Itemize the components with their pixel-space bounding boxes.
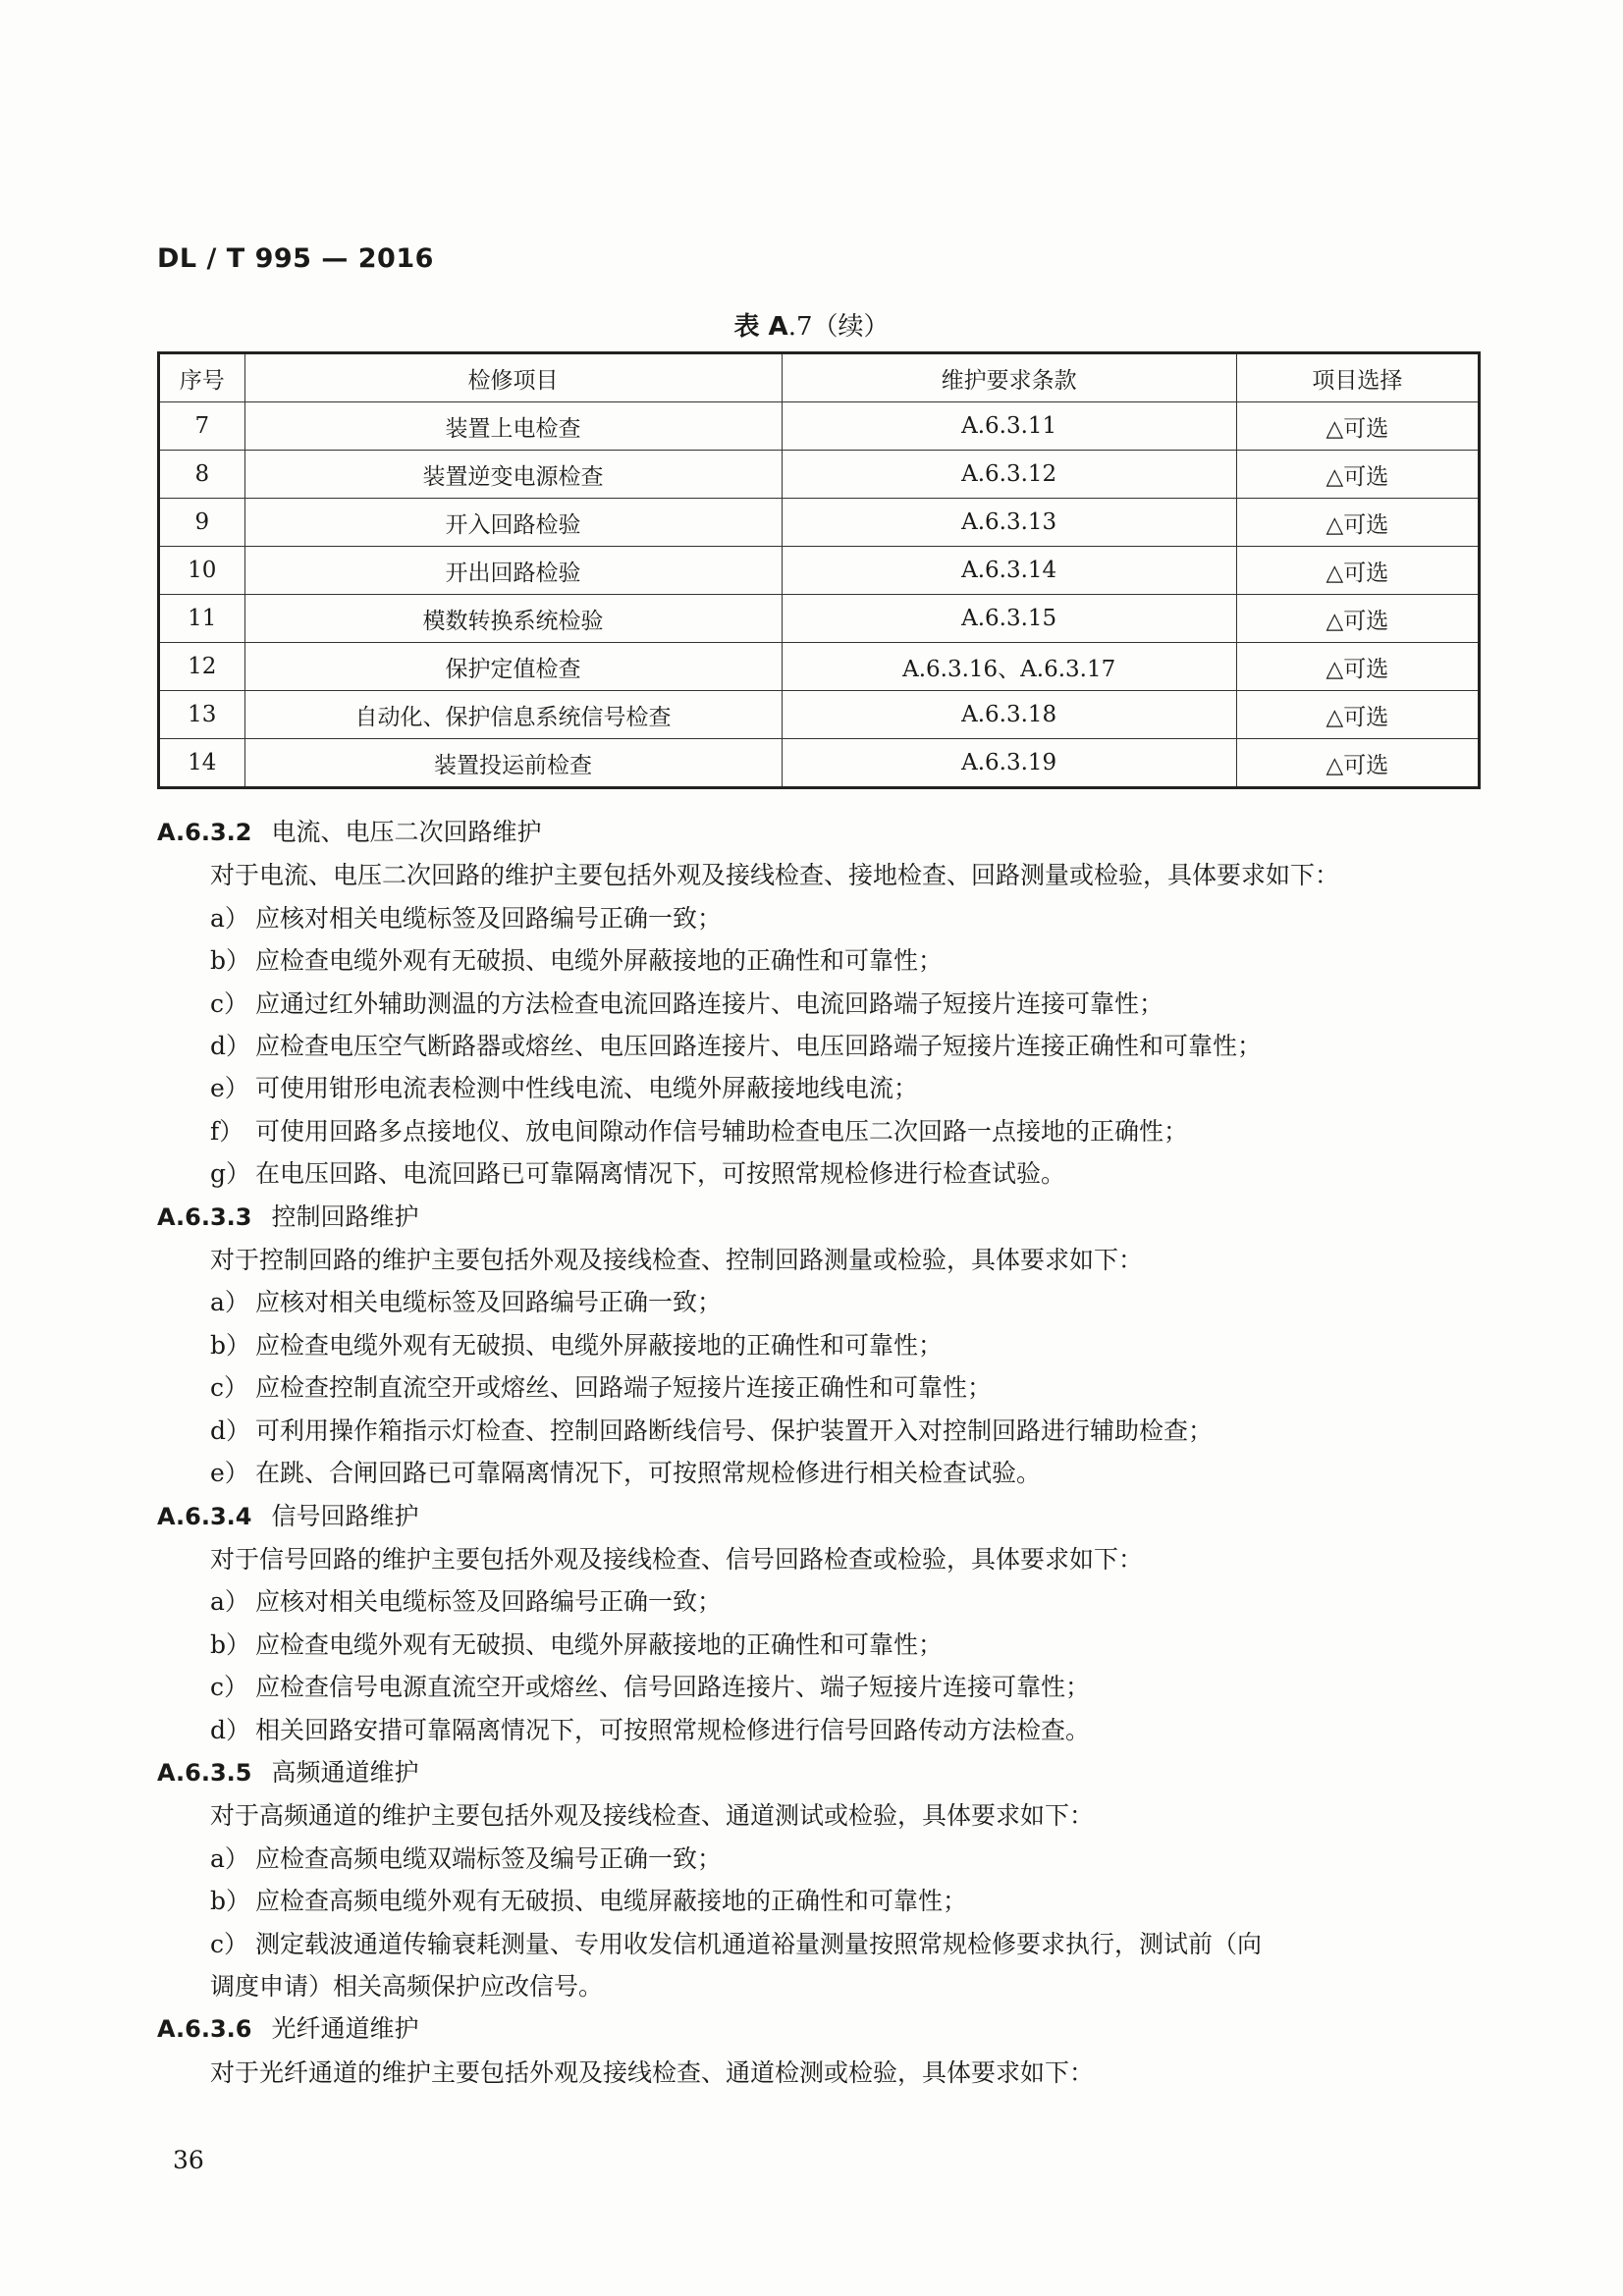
- cell-selection: △可选: [1236, 739, 1479, 788]
- list-marker: b）: [210, 1629, 251, 1659]
- section-number: A.6.3.4: [157, 1502, 252, 1530]
- list-item: [157, 1452, 1481, 1494]
- list-item: [157, 1324, 1481, 1366]
- section-title: 控制回路维护: [271, 1201, 419, 1231]
- list-marker: b）: [210, 1887, 251, 1916]
- section-heading: [157, 1196, 1481, 1239]
- cell-clause: A.6.3.15: [782, 595, 1236, 643]
- list-text: 应检查电缆外观有无破损、电缆外屏蔽接地的正确性和可靠性；: [255, 946, 944, 976]
- section-number: A.6.3.5: [157, 1758, 252, 1787]
- list-text: 可使用回路多点接地仪、放电间隙动作信号辅助检查电压二次回路一点接地的正确性；: [255, 1116, 1189, 1146]
- list-item: [157, 1580, 1481, 1623]
- cell-clause: A.6.3.13: [782, 499, 1236, 547]
- table-row: [159, 643, 1480, 691]
- cell-no: 14: [159, 739, 245, 788]
- cell-clause: A.6.3.11: [782, 402, 1236, 451]
- table-caption-label: 表 A: [733, 312, 788, 342]
- list-text: 在跳、合闸回路已可靠隔离情况下，可按照常规检修进行相关检查试验。: [255, 1459, 1042, 1488]
- list-text: 应检查高频电缆外观有无破损、电缆屏蔽接地的正确性和可靠性；: [255, 1887, 968, 1916]
- list-marker: a）: [210, 1587, 249, 1617]
- list-text: 应检查控制直流空开或熔丝、回路端子短接片连接正确性和可靠性；: [255, 1373, 993, 1403]
- cell-item: 装置上电检查: [244, 402, 782, 451]
- list-text: 在电压回路、电流回路已可靠隔离情况下，可按照常规检修进行检查试验。: [255, 1159, 1066, 1189]
- section-intro: 对于信号回路的维护主要包括外观及接线检查、信号回路检查或检验，具体要求如下：: [210, 1544, 1144, 1574]
- list-item: [157, 1880, 1481, 1922]
- list-item: [157, 1366, 1481, 1409]
- list-text-continuation: 调度申请）相关高频保护应改信号。: [210, 1971, 604, 2001]
- section-intro: 对于光纤通道的维护主要包括外观及接线检查、通道检测或检验，具体要求如下：: [210, 2057, 1095, 2087]
- cell-clause: A.6.3.18: [782, 691, 1236, 739]
- list-marker: a）: [210, 903, 249, 933]
- cell-selection: △可选: [1236, 547, 1479, 595]
- table-row: [159, 691, 1480, 739]
- list-text: 应检查电缆外观有无破损、电缆外屏蔽接地的正确性和可靠性；: [255, 1330, 944, 1360]
- list-marker: d）: [210, 1032, 251, 1061]
- cell-item: 模数转换系统检验: [244, 595, 782, 643]
- list-item: [157, 1152, 1481, 1195]
- cell-selection: △可选: [1236, 451, 1479, 499]
- table-caption-suffix: .7（续）: [787, 312, 890, 342]
- section-heading: [157, 1751, 1481, 1794]
- list-marker: g）: [210, 1159, 251, 1189]
- table-caption: [0, 306, 1623, 343]
- list-marker: e）: [210, 1459, 249, 1488]
- column-header-item: 检修项目: [244, 353, 782, 402]
- list-marker: e）: [210, 1074, 249, 1103]
- cell-no: 12: [159, 643, 245, 691]
- page-number: 36: [173, 2146, 204, 2174]
- section-intro: 对于控制回路的维护主要包括外观及接线检查、控制回路测量或检验，具体要求如下：: [210, 1246, 1144, 1275]
- list-item: [157, 1410, 1481, 1452]
- cell-no: 11: [159, 595, 245, 643]
- section-heading: [157, 1495, 1481, 1538]
- list-text: 应检查高频电缆双端标签及编号正确一致；: [255, 1843, 723, 1873]
- list-marker: c）: [210, 1373, 249, 1403]
- table-row: [159, 547, 1480, 595]
- section-number: A.6.3.6: [157, 2015, 252, 2044]
- list-marker: d）: [210, 1415, 251, 1445]
- cell-no: 13: [159, 691, 245, 739]
- list-item: [157, 1624, 1481, 1666]
- cell-no: 7: [159, 402, 245, 451]
- list-text: 可利用操作箱指示灯检查、控制回路断线信号、保护装置开入对控制回路进行辅助检查；: [255, 1415, 1214, 1445]
- cell-clause: A.6.3.16、A.6.3.17: [782, 643, 1236, 691]
- table-row: [159, 451, 1480, 499]
- cell-item: 自动化、保护信息系统信号检查: [244, 691, 782, 739]
- list-text: 测定载波通道传输衰耗测量、专用收发信机通道裕量测量按照常规检修要求执行，测试前（向: [255, 1929, 1263, 1958]
- table-row: [159, 739, 1480, 788]
- cell-item: 开入回路检验: [244, 499, 782, 547]
- cell-item: 装置投运前检查: [244, 739, 782, 788]
- list-item: [157, 1067, 1481, 1109]
- list-text: 应检查信号电源直流空开或熔丝、信号回路连接片、端子短接片连接可靠性；: [255, 1673, 1091, 1702]
- list-item: [157, 897, 1481, 939]
- list-text: 应通过红外辅助测温的方法检查电流回路连接片、电流回路端子短接片连接可靠性；: [255, 988, 1164, 1018]
- maintenance-items-table: [157, 351, 1481, 789]
- section-heading: [157, 2007, 1481, 2051]
- list-item: [157, 1666, 1481, 1708]
- list-text: 应检查电压空气断路器或熔丝、电压回路连接片、电压回路端子短接片连接正确性和可靠性；: [255, 1032, 1263, 1061]
- cell-selection: △可选: [1236, 402, 1479, 451]
- cell-item: 保护定值检查: [244, 643, 782, 691]
- list-item: [157, 1709, 1481, 1751]
- list-item: [157, 1110, 1481, 1152]
- cell-selection: △可选: [1236, 499, 1479, 547]
- list-item: [157, 1281, 1481, 1323]
- section-title: 电流、电压二次回路维护: [271, 818, 542, 846]
- cell-item: 装置逆变电源检查: [244, 451, 782, 499]
- column-header-no: 序号: [159, 353, 245, 402]
- list-marker: b）: [210, 946, 251, 976]
- list-marker: d）: [210, 1715, 251, 1744]
- cell-clause: A.6.3.19: [782, 739, 1236, 788]
- cell-item: 开出回路检验: [244, 547, 782, 595]
- list-item: [157, 1923, 1481, 2008]
- section-heading: [157, 811, 1481, 854]
- list-marker: c）: [210, 988, 249, 1018]
- list-item: [157, 1838, 1481, 1880]
- cell-no: 10: [159, 547, 245, 595]
- section-number: A.6.3.3: [157, 1202, 252, 1231]
- list-marker: c）: [210, 1673, 249, 1702]
- section-title: 信号回路维护: [271, 1501, 419, 1530]
- table-row: [159, 499, 1480, 547]
- section-intro: 对于电流、电压二次回路的维护主要包括外观及接线检查、接地检查、回路测量或检验，具体要求如下：: [210, 861, 1340, 890]
- table-row: [159, 402, 1480, 451]
- cell-clause: A.6.3.12: [782, 451, 1236, 499]
- cell-selection: △可选: [1236, 691, 1479, 739]
- body-text: [157, 811, 1481, 2094]
- list-text: 应核对相关电缆标签及回路编号正确一致；: [255, 1587, 723, 1617]
- cell-selection: △可选: [1236, 595, 1479, 643]
- cell-no: 8: [159, 451, 245, 499]
- list-marker: b）: [210, 1330, 251, 1360]
- table-header-row: [159, 353, 1480, 402]
- list-marker: a）: [210, 1843, 249, 1873]
- list-marker: c）: [210, 1929, 249, 1958]
- cell-no: 9: [159, 499, 245, 547]
- table-row: [159, 595, 1480, 643]
- section-intro: 对于高频通道的维护主要包括外观及接线检查、通道测试或检验，具体要求如下：: [210, 1801, 1095, 1831]
- cell-selection: △可选: [1236, 643, 1479, 691]
- column-header-clause: 维护要求条款: [782, 353, 1236, 402]
- list-item: [157, 939, 1481, 982]
- list-text: 可使用钳形电流表检测中性线电流、电缆外屏蔽接地线电流；: [255, 1074, 919, 1103]
- list-item: [157, 1025, 1481, 1067]
- list-text: 相关回路安措可靠隔离情况下，可按照常规检修进行信号回路传动方法检查。: [255, 1715, 1091, 1744]
- list-marker: a）: [210, 1288, 249, 1317]
- column-header-selection: 项目选择: [1236, 353, 1479, 402]
- list-text: 应核对相关电缆标签及回路编号正确一致；: [255, 903, 723, 933]
- standard-code: DL / T 995 — 2016: [157, 243, 434, 274]
- list-marker: f）: [210, 1116, 244, 1146]
- section-title: 光纤通道维护: [271, 2014, 419, 2044]
- section-number: A.6.3.2: [157, 819, 252, 846]
- cell-clause: A.6.3.14: [782, 547, 1236, 595]
- list-text: 应检查电缆外观有无破损、电缆外屏蔽接地的正确性和可靠性；: [255, 1629, 944, 1659]
- list-item: [157, 983, 1481, 1025]
- section-title: 高频通道维护: [271, 1757, 419, 1787]
- list-text: 应核对相关电缆标签及回路编号正确一致；: [255, 1288, 723, 1317]
